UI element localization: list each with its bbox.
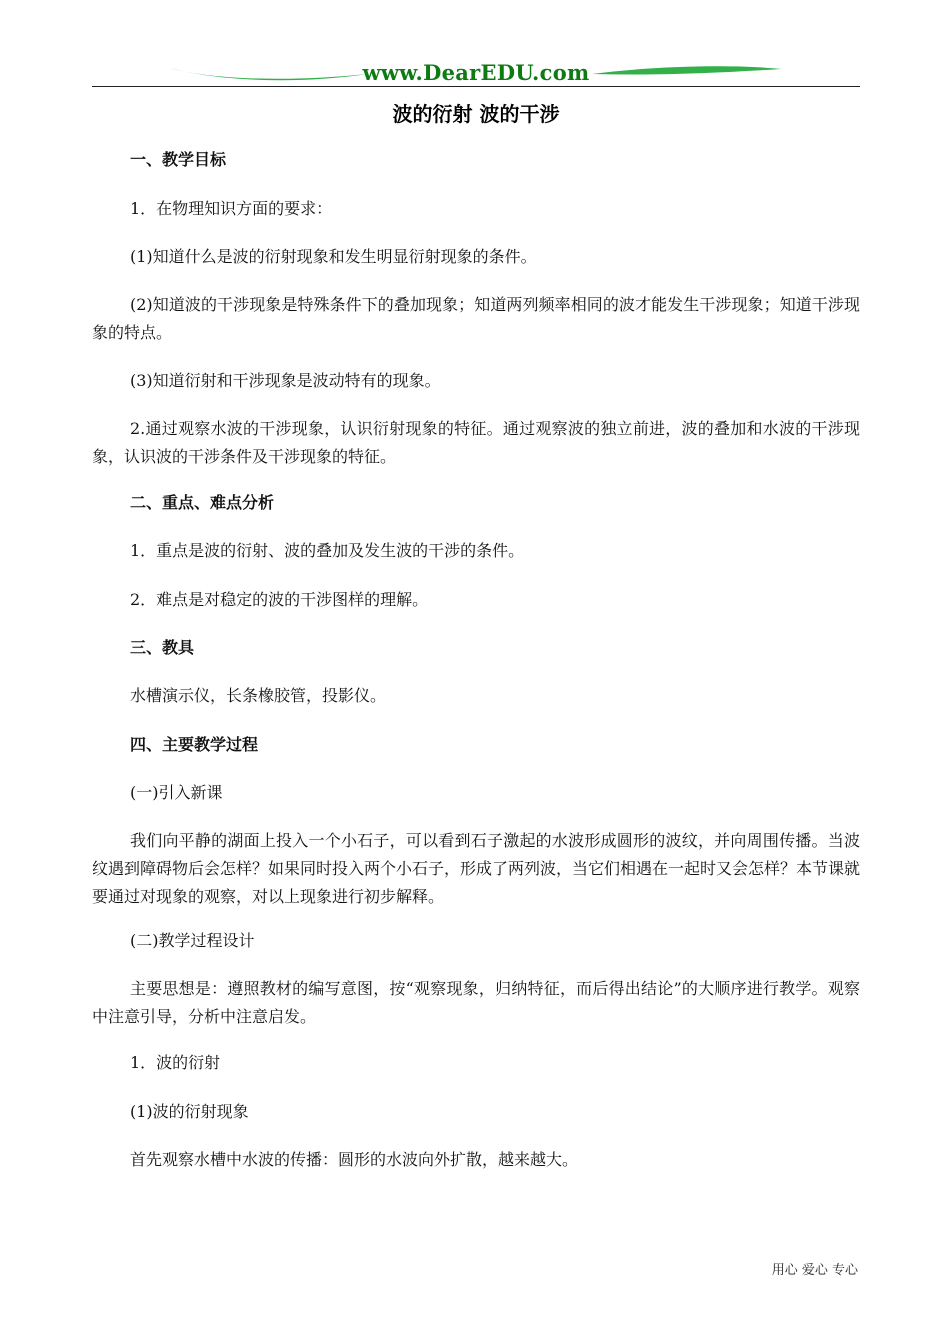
section-heading-teaching-process: 四、主要教学过程 [130, 735, 259, 754]
site-logo-text[interactable]: www.DearEDU.com [362, 60, 590, 85]
paragraph: 主要思想是：遵照教材的编写意图，按“观察现象，归纳特征，而后得出结论”的大顺序进行教学。观察中注意引导，分析中注意启发。 [92, 979, 860, 1026]
paragraph: (1)波的衍射现象 [130, 1102, 249, 1121]
paragraph: (一)引入新课 [130, 783, 223, 802]
header-divider [92, 86, 860, 87]
paragraph: 2.通过观察水波的干涉现象，认识衍射现象的特征。通过观察波的独立前进，波的叠加和水波的干涉现象，认识波的干涉条件及干涉现象的特征。 [92, 419, 860, 466]
paragraph: 水槽演示仪，长条橡胶管，投影仪。 [130, 686, 387, 705]
paragraph: 1．波的衍射 [130, 1053, 221, 1072]
paragraph: (2)知道波的干涉现象是特殊条件下的叠加现象；知道两列频率相同的波才能发生干涉现象；知道干涉现象的特点。 [92, 295, 860, 342]
paragraph: (3)知道衍射和干涉现象是波动特有的现象。 [130, 371, 441, 390]
document-title: 波的衍射 波的干涉 [392, 102, 560, 126]
paragraph: (二)教学过程设计 [130, 931, 255, 950]
paragraph: 我们向平静的湖面上投入一个小石子，可以看到石子激起的水波形成圆形的波纹，并向周围传播。当波纹遇到障碍物后会怎样？如果同时投入两个小石子，形成了两列波，当它们相遇在一起时又会怎样？本节课就要通过对现象的观察，对以上现象进行初步解释。 [92, 831, 861, 906]
page-footer: 用心 爱心 专心 [771, 1263, 858, 1278]
paragraph: 1．在物理知识方面的要求： [130, 199, 333, 218]
page-header [92, 58, 860, 90]
section-heading-key-points: 二、重点、难点分析 [130, 493, 275, 512]
section-heading-teaching-aids: 三、教具 [130, 638, 195, 657]
paragraph: 1．重点是波的衍射、波的叠加及发生波的干涉的条件。 [130, 541, 525, 560]
paragraph: 首先观察水槽中水波的传播：圆形的水波向外扩散，越来越大。 [130, 1150, 579, 1169]
paragraph: 2．难点是对稳定的波的干涉图样的理解。 [130, 590, 429, 609]
paragraph: (1)知道什么是波的衍射现象和发生明显衍射现象的条件。 [130, 247, 537, 266]
section-heading-objectives: 一、教学目标 [130, 150, 227, 169]
